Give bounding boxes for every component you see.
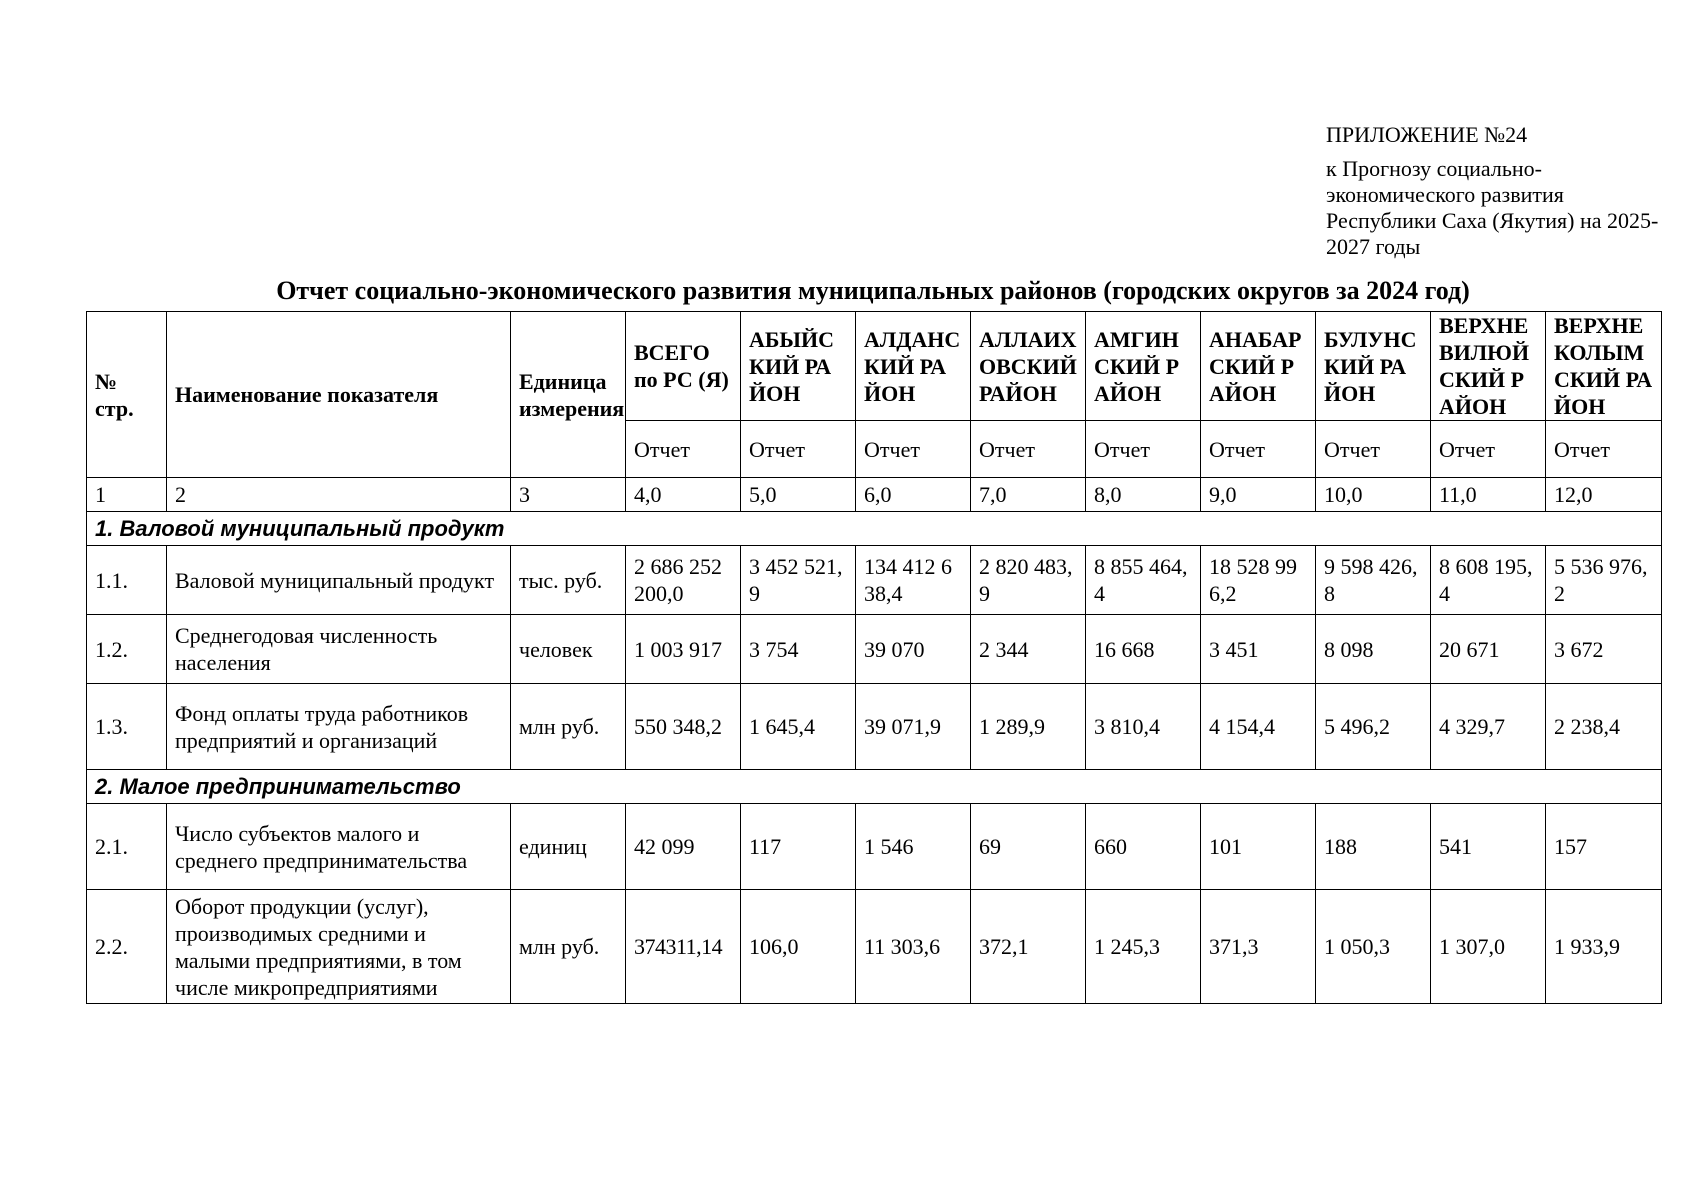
row-value: 157 (1546, 804, 1662, 890)
numbering-row (87, 478, 1662, 512)
row-name: Число субъектов малого и среднего предпринимательства (167, 804, 511, 890)
row-value: 3 672 (1546, 615, 1662, 684)
numbering-cell: 10,0 (1316, 478, 1431, 512)
header-num: № стр. (87, 312, 167, 478)
row-value: 18 528 996,2 (1201, 546, 1316, 615)
row-value: 541 (1431, 804, 1546, 890)
subheader-cell: Отчет (1546, 421, 1662, 478)
subheader-cell: Отчет (1431, 421, 1546, 478)
row-value: 1 933,9 (1546, 890, 1662, 1004)
subheader-cell: Отчет (1316, 421, 1431, 478)
row-name: Валовой муниципальный продукт (167, 546, 511, 615)
row-value: 660 (1086, 804, 1201, 890)
subheader-cell: Отчет (856, 421, 971, 478)
numbering-cell: 4,0 (626, 478, 741, 512)
row-value: 3 452 521,9 (741, 546, 856, 615)
row-value: 188 (1316, 804, 1431, 890)
row-value: 1 245,3 (1086, 890, 1201, 1004)
row-value: 20 671 (1431, 615, 1546, 684)
row-value: 2 820 483,9 (971, 546, 1086, 615)
numbering-cell: 8,0 (1086, 478, 1201, 512)
row-num: 2.2. (87, 890, 167, 1004)
header-col-bulun: БУЛУНСКИЙ РАЙОН (1316, 312, 1431, 421)
header-col-abyi: АБЫЙСКИЙ РАЙОН (741, 312, 856, 421)
row-value: 3 810,4 (1086, 684, 1201, 770)
row-unit: млн руб. (511, 890, 626, 1004)
row-value: 5 496,2 (1316, 684, 1431, 770)
row-value: 101 (1201, 804, 1316, 890)
header-col-anabar: АНАБАРСКИЙ РАЙОН (1201, 312, 1316, 421)
row-unit: человек (511, 615, 626, 684)
subheader-cell: Отчет (741, 421, 856, 478)
appendix-text: к Прогнозу социально-экономического развития Республики Саха (Якутия) на 2025-2027 годы (1326, 156, 1659, 259)
row-value: 117 (741, 804, 856, 890)
row-num: 1.3. (87, 684, 167, 770)
header-unit: Единица измерения (511, 312, 626, 478)
header-col-verkhnekolymsk: ВЕРХНЕКОЛЫМСКИЙ РАЙОН (1546, 312, 1662, 421)
section-row (87, 770, 1662, 804)
header-col-amga: АМГИНСКИЙ РАЙОН (1086, 312, 1201, 421)
row-value: 2 344 (971, 615, 1086, 684)
row-name: Оборот продукции (услуг), производимых средними и малыми предприятиями, в том числе микропредприятиями (167, 890, 511, 1004)
row-value: 16 668 (1086, 615, 1201, 684)
numbering-cell: 11,0 (1431, 478, 1546, 512)
row-value: 1 546 (856, 804, 971, 890)
numbering-cell: 7,0 (971, 478, 1086, 512)
header-col-verkhnevilyuisk: ВЕРХНЕВИЛЮЙСКИЙ РАЙОН (1431, 312, 1546, 421)
section-title: 2. Малое предпринимательство (87, 770, 1662, 804)
subheader-cell: Отчет (1086, 421, 1201, 478)
row-value: 372,1 (971, 890, 1086, 1004)
row-unit: тыс. руб. (511, 546, 626, 615)
table-row (87, 684, 1662, 770)
row-unit: единиц (511, 804, 626, 890)
row-value: 69 (971, 804, 1086, 890)
row-value: 550 348,2 (626, 684, 741, 770)
row-value: 39 071,9 (856, 684, 971, 770)
header-col-total: ВСЕГО по РС (Я) (626, 312, 741, 421)
table-row (87, 615, 1662, 684)
row-value: 106,0 (741, 890, 856, 1004)
report-table (86, 311, 1662, 1004)
row-value: 1 289,9 (971, 684, 1086, 770)
row-value: 3 754 (741, 615, 856, 684)
numbering-cell: 1 (87, 478, 167, 512)
row-name: Среднегодовая численность населения (167, 615, 511, 684)
table-row (87, 546, 1662, 615)
row-name: Фонд оплаты труда работников предприятий и организаций (167, 684, 511, 770)
section-row (87, 512, 1662, 546)
row-value: 3 451 (1201, 615, 1316, 684)
row-value: 42 099 (626, 804, 741, 890)
row-value: 8 098 (1316, 615, 1431, 684)
row-num: 2.1. (87, 804, 167, 890)
appendix-block (1326, 122, 1666, 260)
document-title: Отчет социально-экономического развития муниципальных районов (городских округов за 2024 год) (276, 276, 1470, 305)
header-col-aldan: АЛДАНСКИЙ РАЙОН (856, 312, 971, 421)
row-value: 39 070 (856, 615, 971, 684)
row-value: 4 154,4 (1201, 684, 1316, 770)
row-value: 8 608 195,4 (1431, 546, 1546, 615)
row-value: 9 598 426,8 (1316, 546, 1431, 615)
numbering-cell: 12,0 (1546, 478, 1662, 512)
numbering-cell: 6,0 (856, 478, 971, 512)
numbering-cell: 5,0 (741, 478, 856, 512)
table-row (87, 890, 1662, 1004)
subheader-cell: Отчет (626, 421, 741, 478)
header-name: Наименование показателя (167, 312, 511, 478)
row-value: 5 536 976,2 (1546, 546, 1662, 615)
subheader-cell: Отчет (1201, 421, 1316, 478)
row-value: 1 645,4 (741, 684, 856, 770)
row-value: 1 050,3 (1316, 890, 1431, 1004)
row-value: 374311,14 (626, 890, 741, 1004)
row-num: 1.1. (87, 546, 167, 615)
row-value: 134 412 638,4 (856, 546, 971, 615)
header-row (87, 312, 1662, 421)
appendix-number: ПРИЛОЖЕНИЕ №24 (1326, 122, 1528, 147)
row-num: 1.2. (87, 615, 167, 684)
header-col-allaikhov: АЛЛАИХОВСКИЙ РАЙОН (971, 312, 1086, 421)
subheader-cell: Отчет (971, 421, 1086, 478)
row-value: 1 003 917 (626, 615, 741, 684)
row-value: 4 329,7 (1431, 684, 1546, 770)
row-value: 11 303,6 (856, 890, 971, 1004)
numbering-cell: 9,0 (1201, 478, 1316, 512)
row-unit: млн руб. (511, 684, 626, 770)
row-value: 8 855 464,4 (1086, 546, 1201, 615)
row-value: 371,3 (1201, 890, 1316, 1004)
numbering-cell: 3 (511, 478, 626, 512)
table-row (87, 804, 1662, 890)
row-value: 2 686 252 200,0 (626, 546, 741, 615)
row-value: 1 307,0 (1431, 890, 1546, 1004)
row-value: 2 238,4 (1546, 684, 1662, 770)
numbering-cell: 2 (167, 478, 511, 512)
section-title: 1. Валовой муниципальный продукт (87, 512, 1662, 546)
